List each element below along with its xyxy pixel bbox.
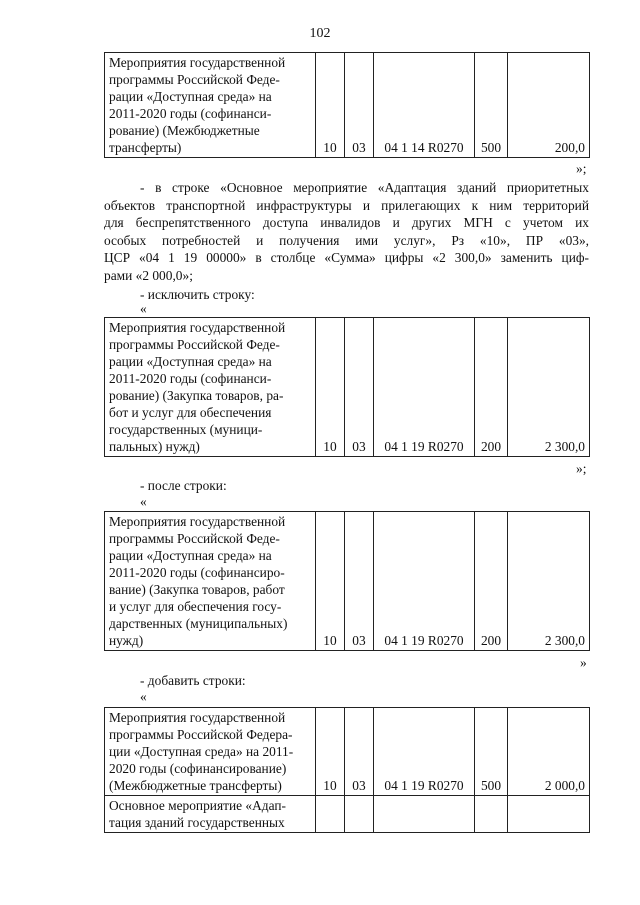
rz-cell: 10 — [316, 512, 345, 651]
sum-cell: 2 300,0 — [508, 512, 590, 651]
instruction-after: - после строки: — [140, 478, 227, 493]
csr-cell: 04 1 19 R0270 — [374, 512, 475, 651]
empty-cell — [316, 796, 345, 833]
pr-cell: 03 — [345, 512, 374, 651]
pr-cell: 03 — [345, 53, 374, 158]
instruction-add: - добавить строки: — [140, 673, 246, 688]
csr-cell: 04 1 19 R0270 — [374, 708, 475, 796]
csr-cell: 04 1 14 R0270 — [374, 53, 475, 158]
row-description: Мероприятия государственной программы Российской Феде- рации «Доступная среда» на 2011-2020 годы (софинансиро- вание) (Закупка товаров, работ и услуг для обеспечения госу- дарственных (муниципальных) нужд) — [105, 512, 316, 651]
table-row — [105, 708, 590, 796]
table-row — [105, 318, 590, 457]
row-description: Мероприятия государственной программы Российской Федера- ции «Доступная среда» на 2011- 2020 годы (софинансирование) (Межбюджетные трансферты) — [105, 708, 316, 796]
opening-quote: « — [140, 494, 147, 509]
vr-cell: 200 — [475, 318, 508, 457]
rz-cell: 10 — [316, 53, 345, 158]
table-row — [105, 796, 590, 833]
budget-table-4 — [104, 707, 590, 833]
table-row — [105, 512, 590, 651]
sum-cell: 200,0 — [508, 53, 590, 158]
rz-cell: 10 — [316, 708, 345, 796]
opening-quote: « — [140, 689, 147, 704]
csr-cell: 04 1 19 R0270 — [374, 318, 475, 457]
empty-cell — [345, 796, 374, 833]
vr-cell: 500 — [475, 708, 508, 796]
vr-cell: 200 — [475, 512, 508, 651]
closing-quote: » — [580, 655, 587, 670]
sum-cell: 2 000,0 — [508, 708, 590, 796]
budget-table-3 — [104, 511, 590, 651]
pr-cell: 03 — [345, 708, 374, 796]
empty-cell — [475, 796, 508, 833]
row-description: Мероприятия государственной программы Российской Феде- рации «Доступная среда» на 2011-2020 годы (софинанси- рование) (Закупка товаров, ра- бот и услуг для обеспечения государственных (муници- пальных) нужд) — [105, 318, 316, 457]
instruction-exclude: - исключить строку: — [140, 287, 255, 302]
instruction-paragraph: - в строке «Основное мероприятие «Адаптация зданий приоритетных объектов транспортной инфраструктуры и прилегающих к ним территорий для беспрепятственного доступа инвалидов и других МГН с учетом их особых потребностей и получения ими услуг», Рз «10», ПР «03», ЦСР «04 1 19 00000» в столбце «Сумма» цифры «2 300,0» заменить циф- рами «2 000,0»; — [104, 180, 589, 283]
budget-table-1 — [104, 52, 590, 158]
row-description: Основное мероприятие «Адап- тация зданий государственных — [105, 796, 316, 833]
closing-quote: »; — [576, 161, 587, 176]
pr-cell: 03 — [345, 318, 374, 457]
row-description: Мероприятия государственной программы Российской Феде- рации «Доступная среда» на 2011-2020 годы (софинанси- рование) (Межбюджетные трансферты) — [105, 53, 316, 158]
sum-cell: 2 300,0 — [508, 318, 590, 457]
budget-table-2 — [104, 317, 590, 457]
empty-cell — [508, 796, 590, 833]
opening-quote: « — [140, 301, 147, 316]
closing-quote: »; — [576, 461, 587, 476]
rz-cell: 10 — [316, 318, 345, 457]
empty-cell — [374, 796, 475, 833]
vr-cell: 500 — [475, 53, 508, 158]
table-row — [105, 53, 590, 158]
page-number: 102 — [309, 26, 331, 41]
